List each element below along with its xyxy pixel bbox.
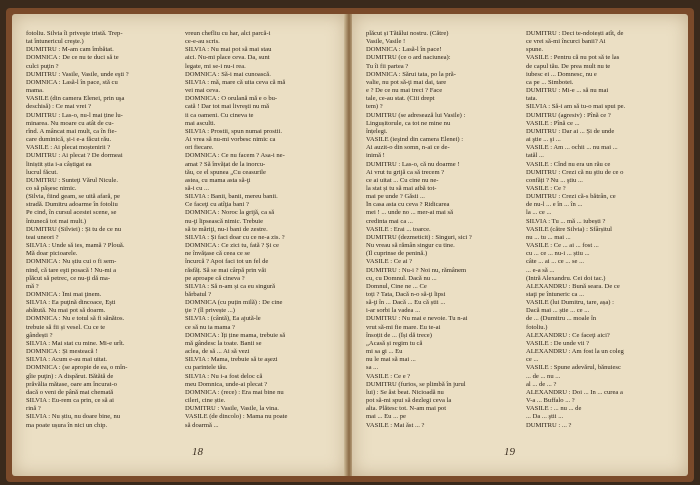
text-line: SILVIA : Și faci doar cu ce ne-a zis. ? bbox=[185, 233, 285, 241]
text-line: VASILE : Cînd nu era un rău ce bbox=[526, 160, 611, 168]
text-line: astea, cu mama asta să-ţi bbox=[185, 176, 251, 184]
text-line: VASILE (lui Dumitru, tare, așa) : bbox=[526, 299, 614, 307]
text-line: tem) ? bbox=[366, 103, 383, 111]
text-line: DOMNICA : Sărui tata, po la pră- bbox=[366, 70, 456, 78]
text-line: SILVIA : Nu mai pot să mai stau bbox=[185, 46, 272, 54]
text-line: abătută. Nu mai pot să doarm. bbox=[26, 307, 106, 315]
text-line: VASILE : Pentru că nu pot să te las bbox=[526, 54, 620, 62]
text-line: DUMITRU : Las-o, că nu doarme ! bbox=[366, 160, 460, 168]
text-line: fotoliu.) bbox=[526, 323, 548, 331]
text-line: tale, ce-au stat. (Ciii drept bbox=[366, 95, 435, 103]
right-page-column-1 bbox=[366, 30, 516, 430]
text-line: V-a ... Buffalo ... ? bbox=[526, 397, 575, 405]
text-line: DUMITRU : M-am cam îmbătat. bbox=[26, 46, 114, 54]
text-line: DOMNICA : Lasă-l în pace, stă cu bbox=[26, 78, 118, 86]
text-line: nind, că tare eşti posacă ! Nu-mi a bbox=[26, 266, 117, 274]
text-line: la ... ce ... bbox=[526, 209, 552, 217]
text-line: nu le mai să mai ... bbox=[366, 356, 416, 364]
text-line: întunecă tot mai mult.) bbox=[26, 217, 87, 225]
text-line: cileri, cine știe. bbox=[185, 397, 226, 405]
text-line: VASILE : Ce ai ? bbox=[366, 258, 413, 266]
left-page bbox=[12, 14, 346, 476]
text-line: iubesc ei ... Domnesc, nu e bbox=[526, 70, 597, 78]
text-line: la stat și tu să mai aibă tot- bbox=[366, 184, 437, 192]
text-line: valie, nu pot să-ţi mai dai, tare bbox=[366, 78, 447, 86]
text-line: DUMITRU : Deci te-ndoiești atît, de bbox=[526, 30, 624, 37]
text-line: DUMITRU (ce o ard naciunea): bbox=[366, 54, 451, 62]
text-line: DUMITRU : Nu-i ? Noi nu, rămânem bbox=[366, 266, 467, 274]
text-line: „Acasă și regim tu că bbox=[366, 339, 423, 347]
text-line: Ai vrut tu grijă ca să trecem ? bbox=[366, 168, 445, 176]
text-line: pot să-mi spui să dezlegi ceva la bbox=[366, 397, 452, 405]
text-line: DOMNICA : Noroc la grijă, ca să bbox=[185, 209, 275, 217]
text-line: culci puţin ? bbox=[26, 62, 59, 70]
text-line: DUMITRU : Mi-e ... să nu mai bbox=[526, 87, 609, 95]
text-line: credinta mai ca ... bbox=[366, 217, 413, 225]
text-line: cată ! Dar tot mai livreşti nu mă bbox=[185, 103, 270, 111]
text-line: cu ... ce ... nu-i ... știu ... bbox=[526, 250, 590, 258]
text-line: DOMNICA : (rece) : Era mai bine nu bbox=[185, 388, 284, 396]
text-line: plăcut să petrec, ce nu-ţi dă ma- bbox=[26, 274, 111, 282]
text-line: DOMNICA : Să-i mai cunoască. bbox=[185, 70, 271, 78]
text-line: Tu îi fii partea ? bbox=[366, 62, 409, 70]
text-line: (Silvia, fiind geam, se uită afară, pe bbox=[26, 193, 120, 201]
text-line: legate, mi se-i nu-i rea. bbox=[185, 62, 246, 70]
text-line: să-ţi în ... Dacă ... Eu că știi ... bbox=[366, 299, 446, 307]
text-line: ori fiecare. bbox=[185, 144, 214, 152]
text-line: ... de ... nu ... bbox=[526, 372, 561, 380]
text-line: DOMNICA : Lasă-l în pace! bbox=[366, 46, 442, 54]
book-spread bbox=[6, 8, 694, 482]
text-line: amat ? Să învățat de la inorcu- bbox=[185, 160, 266, 168]
text-line: sa ... bbox=[366, 364, 379, 372]
text-line: VASILE : Pînă ce ... bbox=[526, 119, 580, 127]
text-line: mei ! ... unde no ... mer-ai mai să bbox=[366, 209, 454, 217]
text-line: deschisă) : Ce mai vrei ? bbox=[26, 103, 91, 111]
text-line: însoțit de ... (Își dă trece) bbox=[366, 331, 432, 339]
text-line: DUMITRU : Las-o, nu-l mai ține lu- bbox=[26, 111, 123, 119]
text-line: În casa asta cu ceva ? Ridicarea bbox=[366, 201, 450, 209]
text-line: plăcut și Tătălui nostru. (Către) bbox=[366, 30, 449, 37]
text-line: SILVIA : Unde să ies, mamă ? Plouă. bbox=[26, 242, 125, 250]
text-line: SILVIA : Acum e-au mai uitat. bbox=[26, 356, 108, 364]
text-line: VASILE (ieşind din camera Elenei) : bbox=[366, 136, 464, 144]
text-line: să te măriţi, nu-i bani de zestre. bbox=[185, 225, 268, 233]
text-line: DUMITRU : Dar ai ... Și de unde bbox=[526, 127, 615, 135]
text-line: DOMNICA (cu puțin milă) : De cine bbox=[185, 299, 283, 307]
left-page-number: 18 bbox=[192, 446, 203, 458]
text-line: pe aproape că cineva ? bbox=[185, 274, 245, 282]
text-line: SILVIA : Să-i am să tu-o mai spui pe. bbox=[526, 103, 626, 111]
text-line: mai pe unde ? Găsii ... bbox=[366, 193, 425, 201]
text-line: Ai auzit-o din somn, n-ai ce de- bbox=[366, 144, 450, 152]
text-line: ce ai uitat ... Cu cine nu ne- bbox=[366, 176, 439, 184]
text-line: rină ? bbox=[26, 405, 41, 413]
text-line: ai ştie ... şi ... bbox=[526, 136, 561, 144]
left-page-column-1 bbox=[26, 30, 175, 430]
text-line: ţie ? (îl privește ...) bbox=[185, 307, 235, 315]
text-line: răsfăț. Să se mai cârpă prin văi bbox=[185, 266, 267, 274]
text-line: VASILE (de dincolo) : Mama nu poate bbox=[185, 413, 288, 421]
text-line: DOMNICA : Îmi mai ţinem. bbox=[26, 291, 102, 298]
text-line: DUMITRU : ... ? bbox=[526, 421, 572, 429]
text-line: trebuie să fii și vesel. Cu ce te bbox=[26, 323, 106, 331]
text-line: DUMITRU : Sunteţi Vărul Nicule. bbox=[26, 176, 118, 184]
left-page-column-2 bbox=[185, 30, 334, 430]
text-line: VASILE : De unde vii ? bbox=[526, 339, 590, 347]
text-line: SILVIA : (cântă), Ea ajută-le bbox=[185, 315, 261, 323]
text-line: e ? De ce nu mai treci ? Face bbox=[366, 87, 443, 95]
text-line: liniștit știa i-a câștigat ea bbox=[26, 160, 92, 168]
text-line: SILVIA : Mama, trebuie să te aşezi bbox=[185, 356, 278, 364]
text-line: cu, cu Domnul. Dacă nu ... bbox=[366, 274, 437, 282]
text-line: mama. bbox=[26, 87, 44, 95]
text-line: mă ? bbox=[26, 282, 39, 290]
text-line: (Îl cuprinse de penină.) bbox=[366, 250, 428, 258]
text-line: aclea, de să ... Ai să vezi bbox=[185, 348, 250, 356]
text-line: al ... de ... ? bbox=[526, 380, 557, 388]
text-line: ALEXANDRU : Am fost la un coleg bbox=[526, 348, 624, 356]
text-line: SILVIA : Banii, banii, mereu banii. bbox=[185, 193, 278, 201]
text-line: DUMITRU : Nu mai e nevoie. Tu n-ai bbox=[366, 315, 468, 323]
text-line: înțelegi. bbox=[366, 127, 388, 135]
text-line: DOMNICA : De ce nu te duci să te bbox=[26, 54, 119, 62]
text-line: DUMITRU (agresiv) : Pînă ce ? bbox=[526, 111, 611, 119]
text-line: rînd. A mâncat mai mult, ca în fie- bbox=[26, 127, 117, 135]
text-line: SILVIA : Eu-rem ca prin, ce să ai bbox=[26, 397, 115, 405]
text-line: vei mai ceva. bbox=[185, 87, 220, 95]
text-line: DUMITRU : Crezi că nu ştiu de ce o bbox=[526, 168, 624, 176]
text-line: tata. bbox=[526, 95, 538, 103]
text-line: DOMNICA : Nu e totul să fi sănătos. bbox=[26, 315, 125, 323]
text-line: bărbatul ? bbox=[185, 291, 212, 298]
text-line: gândești ? bbox=[26, 331, 53, 339]
text-line: VASILE : ... nu ... de bbox=[526, 405, 582, 413]
text-line: ... e-a să ... bbox=[526, 266, 555, 274]
text-line: staţi pe întuneric ca ... bbox=[526, 291, 585, 298]
text-line: gîie puţin) : A dispărut. Bătătă de bbox=[26, 372, 114, 380]
text-line: Lingușitorule, ca tot ne mine nu bbox=[366, 119, 451, 127]
text-line: SILVIA : Nu știu, nu doare bine, nu bbox=[26, 413, 121, 421]
text-line: prăvălia mătase, oare am încurat-o bbox=[26, 380, 117, 388]
text-line: tatăl ... bbox=[526, 152, 544, 160]
text-line: VASILE : Mai ăst ... ? bbox=[366, 421, 425, 429]
text-line: DOMNICA : Nu știu cui o fi sem- bbox=[26, 258, 117, 266]
text-line: nu ... tu ... mai ... bbox=[526, 233, 571, 241]
text-line: ce să nu ia mama ? bbox=[185, 323, 235, 331]
text-line: spune. bbox=[526, 46, 544, 54]
text-line: SILVIA : Mai stat cu mine. Mi-e urît. bbox=[26, 339, 125, 347]
text-line: SILVIA : Tu ... mă ... iubești ? bbox=[526, 217, 606, 225]
text-line: mi sa gi ... Eu bbox=[366, 348, 403, 356]
text-line: alta. Plătesc tot. N-am mai pot bbox=[366, 405, 447, 413]
text-line: DOMNICA : Îți ține mama, trebuie să bbox=[185, 331, 286, 339]
text-line: VASILE (din camera Elenei, prin uşa bbox=[26, 95, 125, 103]
text-line: co să pășesc nimic. bbox=[26, 184, 77, 192]
text-line: meu Domnica, unde-ai plecat ? bbox=[185, 380, 268, 388]
text-line: Domnul, Cine ne ... Ce bbox=[366, 282, 427, 290]
text-line: ne învățase că ceea ce se bbox=[185, 250, 250, 258]
text-line: mă gândesc la toate. Banii se bbox=[185, 339, 262, 347]
text-line: DUMITRU : Crezi că-s bătrân, ce bbox=[526, 193, 616, 201]
text-line: (Intră Alexandru. Cei doi tac.) bbox=[526, 274, 606, 282]
text-line: tat întunericul creşte.) bbox=[26, 38, 84, 46]
right-page-number: 19 bbox=[504, 446, 515, 458]
text-line: Mă doar picioarele. bbox=[26, 250, 78, 258]
text-line: ce ... bbox=[526, 356, 539, 364]
text-line: SILVIA : Nu i-a fost deloc că bbox=[185, 372, 263, 380]
text-line: cu parintele tău. bbox=[185, 364, 228, 372]
text-line: ca pe ... Simbotei. bbox=[526, 78, 574, 86]
text-line: ALEXANDRU : Ce faceţi aici? bbox=[526, 331, 610, 339]
text-line: mai asculti. bbox=[185, 119, 216, 127]
text-line: VASILE : Erai ... toarce. bbox=[366, 225, 431, 233]
text-line: teai uneori ? bbox=[26, 233, 59, 241]
text-line: SILVIA : Prostii, spun numai prostii. bbox=[185, 127, 283, 135]
text-line: DOMNICA : O orulană mă e o bu- bbox=[185, 95, 278, 103]
text-line: câte ... ai ... ce ... se ... bbox=[526, 258, 585, 266]
text-line: SILVIA : Ea puţină dincoace, Eşti bbox=[26, 299, 116, 307]
text-line: lucrul făcut. bbox=[26, 168, 58, 176]
text-line: VASILE : Am ... ochii ... nu mai ... bbox=[526, 144, 618, 152]
text-line: toți ? Tata, Dacă n-o să-ţi lipsi bbox=[366, 291, 446, 298]
text-line: SILVIA : Să n-am și ca eu singură bbox=[185, 282, 276, 290]
right-page bbox=[352, 14, 688, 476]
text-line: Ai vrea să nu-mi vorbesc nimic ca bbox=[185, 136, 276, 144]
text-line: DOMNICA : Și mesteacă ! bbox=[26, 348, 98, 356]
text-line: stradă. Dumitru adoarme în fotoliu bbox=[26, 201, 118, 209]
text-line: tău, ce el spunea „Cu ceasurile bbox=[185, 168, 266, 176]
text-line: lui) : Se ăst beat. Nicioadă nu bbox=[366, 388, 444, 396]
text-line: ... Da ... ştii ... bbox=[526, 413, 564, 421]
text-line: VASILE : Ce ? bbox=[526, 184, 566, 192]
text-line: să-i cu ... bbox=[185, 184, 209, 192]
text-line: de capul tău. De prea mult nu te bbox=[526, 62, 611, 70]
text-line: care duminică, și-i e-a făcut rău. bbox=[26, 136, 112, 144]
text-line: confăți ? Nu ... ştiu ... bbox=[526, 176, 583, 184]
text-line: să doarmă ... bbox=[185, 421, 219, 429]
text-line: VASILE (către Silvia) : Sfârșitul bbox=[526, 225, 612, 233]
text-line: dacă o veni de până mai chemată bbox=[26, 388, 114, 396]
text-line: DOMNICA : Ce zici tu, fată ? Și ce bbox=[185, 242, 279, 250]
text-line: ce vrei să-mi încurci banii? Ai bbox=[526, 38, 606, 46]
text-line: Dacă mai ... știe ... ce ... bbox=[526, 307, 590, 315]
text-line: minarea. Nu moare cu atât de cu- bbox=[26, 119, 114, 127]
text-line: încurcă ? Apoi faci tot un fel de bbox=[185, 258, 269, 266]
text-line: Nu vreau să rămân singur cu tine. bbox=[366, 242, 455, 250]
text-line: VASILE : Ai plecat moștenirii ? bbox=[26, 144, 111, 152]
text-line: inimă ! bbox=[366, 152, 385, 160]
text-line: aici. Nu-mi place ceva. Da, sunt bbox=[185, 54, 270, 62]
text-line: DUMITRU (furios, se plimbă în jurul bbox=[366, 380, 466, 388]
text-line: ma poate ușura în nici un chip. bbox=[26, 421, 108, 429]
text-line: DUMITRU (dezmeticit) : Singuri, sici ? bbox=[366, 233, 472, 241]
text-line: VASILE : Spune adevărul, bănuiesc bbox=[526, 364, 621, 372]
text-line: VASILE : Ce ... ai ... fost ... bbox=[526, 242, 599, 250]
text-line: vrut să-mi fie mare. Eu te-ai bbox=[366, 323, 441, 331]
text-line: DUMITRU (Silviei) : Și tu de ce nu bbox=[26, 225, 122, 233]
text-line: de ... (Dumitru ... moale în bbox=[526, 315, 597, 323]
right-page-column-2 bbox=[526, 30, 676, 430]
text-line: Pe cind, în cursul acestei scene, se bbox=[26, 209, 117, 217]
text-line: DOMNICA : Ce nu facem ? Asa-i ne- bbox=[185, 152, 285, 160]
text-line: DUMITRU : Vasile, Vasile, unde eşti ? bbox=[26, 70, 129, 78]
text-line: SILVIA : mă, mare că uita ceva că mă bbox=[185, 78, 286, 86]
text-line: nu-ţi lipsească nimic. Trebuie bbox=[185, 217, 264, 225]
text-line: ii ca oameni. Cu cineva te bbox=[185, 111, 254, 119]
text-line: ALEXANDRU : Bună seara. De ce bbox=[526, 282, 620, 290]
text-line: de nu-l ... e în ... în ... bbox=[526, 201, 583, 209]
text-line: DUMITRU : Ai plecat ? De dormeai bbox=[26, 152, 123, 160]
text-line: Ce faceţi cu atîţia bani ? bbox=[185, 201, 249, 209]
text-line: VASILE : Ce e ? bbox=[366, 372, 411, 380]
text-line: i-ar sorbi la vadea ... bbox=[366, 307, 421, 315]
text-line: DUMITRU : Vasile, Vasile, la vina. bbox=[185, 405, 279, 413]
text-line: vreun chefliu cu har, alci parcă-i bbox=[185, 30, 271, 37]
text-line: ALEXANDRU : Doi ... In ... curea a bbox=[526, 388, 623, 396]
text-line: Vasile, Vasile ! bbox=[366, 38, 406, 46]
text-line: DUMITRU (se adresează lui Vasile) : bbox=[366, 111, 466, 119]
text-line: ce-e-au scris. bbox=[185, 38, 220, 46]
text-line: fotoliu. Silvia îi priveşte tristă. Trep- bbox=[26, 30, 123, 37]
text-line: DOMNICA : (se apropie de ea, o mîn- bbox=[26, 364, 128, 372]
text-line: mai ... Eu ... pe bbox=[366, 413, 406, 421]
